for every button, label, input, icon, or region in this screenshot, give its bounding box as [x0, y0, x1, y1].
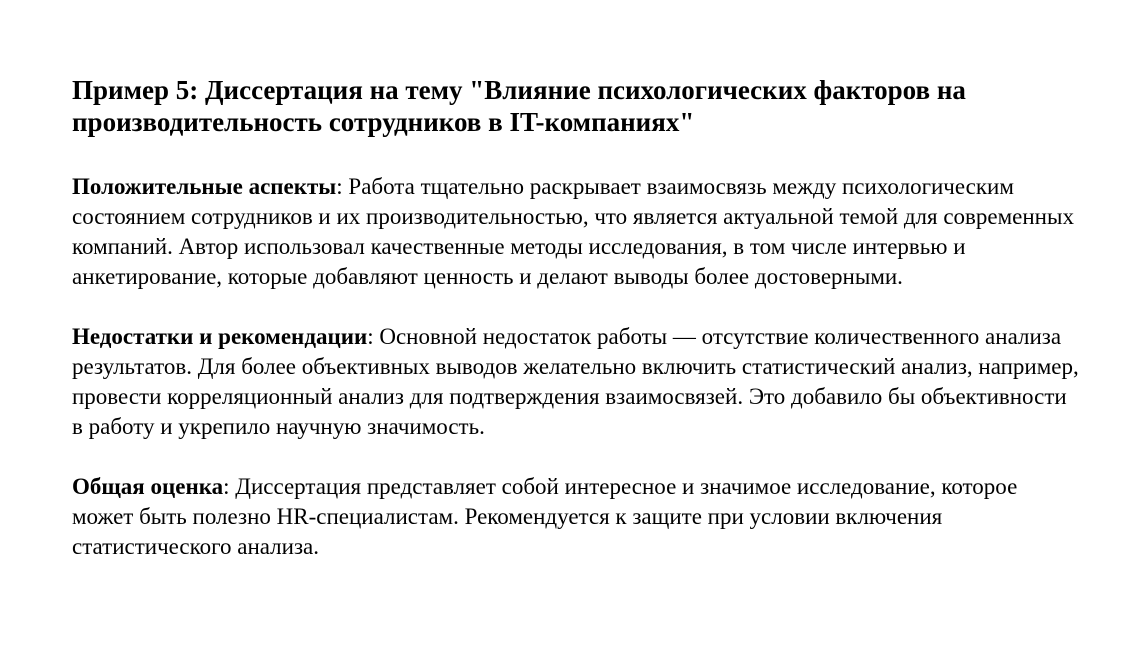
section-text: Работа тщательно раскрывает взаимосвязь между психологическим состоянием сотрудников и их производительностью, что является актуальной темой для современных компаний. Автор использовал качественные методы исследования, в том числе интервью и анкетирование, которые добавляют ценность и делают выводы более достоверными.	[72, 174, 1074, 289]
section-positive-aspects	[72, 172, 1082, 292]
section-drawbacks-recommendations	[72, 322, 1082, 442]
document-title: Пример 5: Диссертация на тему "Влияние психологических факторов на производительность сотрудников в IT-компаниях"	[72, 75, 966, 137]
document-body	[72, 74, 1082, 562]
section-separator: :	[336, 174, 349, 199]
section-term: Недостатки и рекомендации	[72, 324, 368, 349]
section-separator: :	[367, 324, 380, 349]
section-text: Диссертация представляет собой интересное и значимое исследование, которое может быть полезно HR-специалистам. Рекомендуется к защите при условии включения статистического анализа.	[72, 474, 1018, 559]
section-separator: :	[223, 474, 236, 499]
section-term: Положительные аспекты	[72, 174, 337, 199]
section-term: Общая оценка	[72, 474, 224, 499]
section-overall-assessment	[72, 472, 1082, 562]
section-text: Основной недостаток работы — отсутствие количественного анализа результатов. Для более объективных выводов желательно включить статистический анализ, например, провести корреляционный анализ для подтверждения взаимосвязей. Это добавило бы объективности в работу и укрепило научную значимость.	[72, 324, 1079, 439]
